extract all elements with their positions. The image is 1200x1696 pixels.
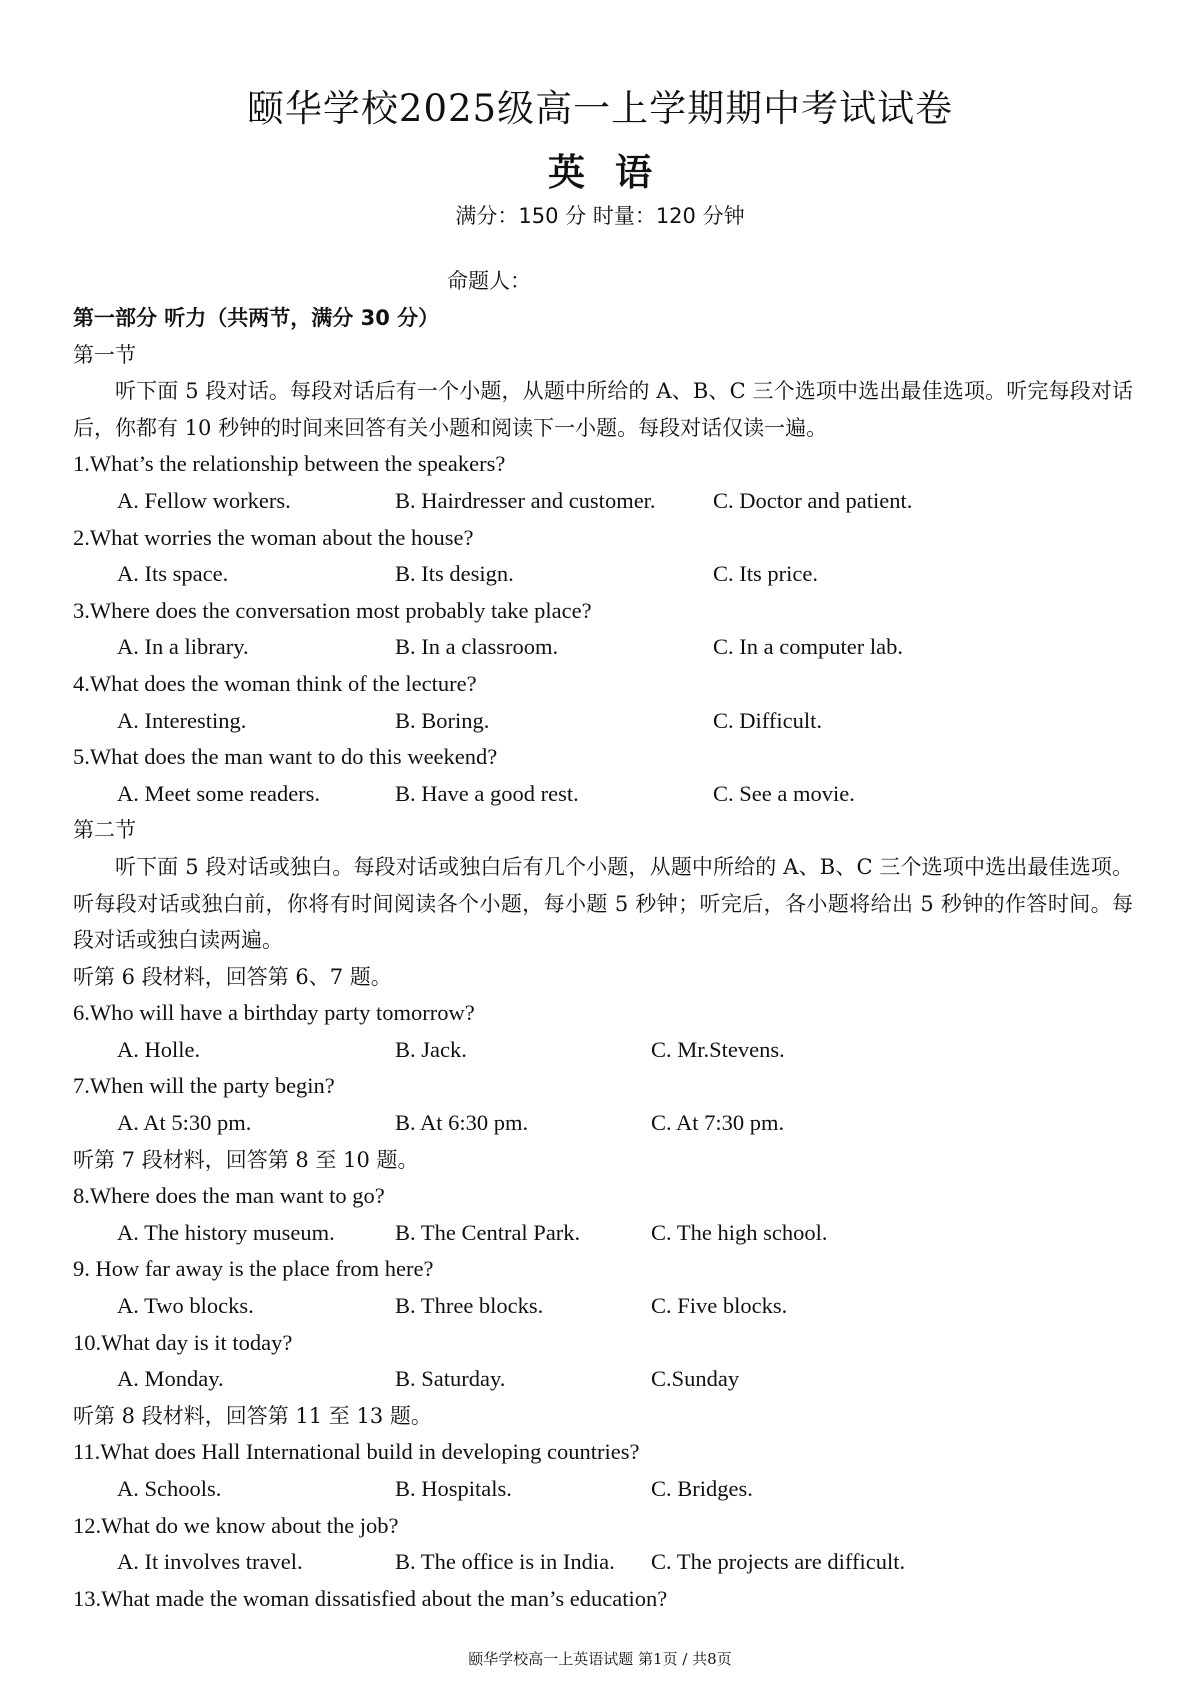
question-9: [73, 1251, 1133, 1324]
exam-title: 颐华学校2025级高一上学期期中考试试卷: [246, 87, 954, 130]
question-stem: 12.What do we know about the job?: [73, 1512, 399, 1538]
question-stem: 9. How far away is the place from here?: [73, 1256, 434, 1282]
option-a: A. At 5:30 pm.: [117, 1110, 252, 1136]
material-6-note: 听第 6 段材料，回答第 6、7 题。: [73, 964, 392, 989]
option-a: A. Two blocks.: [117, 1293, 254, 1319]
option-a: A. Interesting.: [117, 707, 247, 733]
section2-label: 第二节: [73, 818, 136, 843]
option-b: B. Its design.: [395, 561, 514, 587]
option-b: B. Three blocks.: [395, 1293, 544, 1319]
option-c: C.Sunday: [651, 1366, 740, 1392]
option-a: A. It involves travel.: [117, 1549, 303, 1575]
option-a: A. The history museum.: [117, 1219, 335, 1245]
question-8: [73, 1178, 1133, 1251]
question-options: [73, 703, 1133, 740]
section1-label: 第一节: [73, 342, 136, 367]
question-13: [73, 1581, 1133, 1618]
question-stem: 13.What made the woman dissatisfied about the man’s education?: [73, 1585, 668, 1611]
question-options: [73, 556, 1133, 593]
option-b: B. Hairdresser and customer.: [395, 487, 656, 513]
section2-instructions: 听下面 5 段对话或独白。每段对话或独白后有几个小题，从题中所给的 A、B、C 三个选项中选出最佳选项。听每段对话或独白前，你将有时间阅读各个小题，每小题 5 秒钟；听完后，各小题将给出 5 秒钟的作答时间。每段对话或独白读两遍。: [73, 854, 1133, 953]
option-c: C. Doctor and patient.: [713, 487, 913, 513]
question-12: [73, 1508, 1133, 1581]
question-2: [73, 520, 1133, 593]
score-time-info: 满分：150 分 时量：120 分钟: [455, 204, 745, 228]
option-c: C. See a movie.: [713, 780, 855, 806]
option-c: C. The high school.: [651, 1219, 828, 1245]
option-a: A. Holle.: [117, 1036, 201, 1062]
option-b: B. The Central Park.: [395, 1219, 581, 1245]
option-a: A. In a library.: [117, 634, 249, 660]
question-6: [73, 995, 1133, 1068]
subject-title: 英语: [548, 151, 682, 194]
question-options: [73, 1105, 1133, 1142]
question-options: [73, 483, 1133, 520]
question-stem: 11.What does Hall International build in developing countries?: [73, 1439, 640, 1465]
question-3: [73, 593, 1133, 666]
part1-heading: 第一部分 听力（共两节，满分 30 分）: [73, 306, 440, 330]
question-10: [73, 1325, 1133, 1398]
option-b: B. In a classroom.: [395, 634, 559, 660]
option-b: B. Hospitals.: [395, 1476, 512, 1501]
question-4: [73, 666, 1133, 739]
question-stem: 4.What does the woman think of the lecture?: [73, 670, 477, 696]
option-c: C. Mr.Stevens.: [651, 1036, 785, 1062]
question-options: [73, 629, 1133, 666]
option-a: A. Fellow workers.: [117, 487, 291, 513]
question-setter: 命题人：: [447, 269, 531, 293]
question-stem: 8.Where does the man want to go?: [73, 1183, 385, 1209]
option-c: C. Difficult.: [713, 707, 822, 733]
question-stem: 10.What day is it today?: [73, 1329, 293, 1355]
question-options: [73, 1471, 1133, 1508]
option-a: A. Meet some readers.: [117, 780, 321, 806]
option-c: C. The projects are difficult.: [651, 1549, 906, 1575]
page-footer: 颐华学校高一上英语试题 第1页 / 共8页: [468, 1650, 732, 1668]
question-stem: 2.What worries the woman about the house?: [73, 524, 474, 550]
option-b: B. At 6:30 pm.: [395, 1110, 529, 1136]
option-c: C. In a computer lab.: [713, 634, 903, 660]
option-b: B. Saturday.: [395, 1366, 506, 1392]
question-options: [73, 1215, 1133, 1252]
question-5: [73, 739, 1133, 812]
material-8-note: 听第 8 段材料，回答第 11 至 13 题。: [73, 1403, 432, 1428]
section1-instructions: 听下面 5 段对话。每段对话后有一个小题，从题中所给的 A、B、C 三个选项中选出最佳选项。听完每段对话后，你都有 10 秒钟的时间来回答有关小题和阅读下一小题。每段对话仅读一遍。: [73, 379, 1133, 440]
option-c: C. Bridges.: [651, 1476, 753, 1501]
question-options: [73, 1361, 1133, 1398]
option-a: A. Its space.: [117, 561, 229, 587]
question-stem: 7.When will the party begin?: [73, 1073, 335, 1099]
question-stem: 1.What’s the relationship between the speakers?: [73, 451, 506, 477]
question-options: [73, 776, 1133, 813]
option-c: C. Five blocks.: [651, 1293, 788, 1319]
option-a: A. Monday.: [117, 1366, 224, 1392]
option-b: B. Boring.: [395, 707, 490, 733]
option-c: C. At 7:30 pm.: [651, 1110, 785, 1136]
exam-content: [73, 300, 1133, 1617]
question-stem: 5.What does the man want to do this weekend?: [73, 744, 498, 770]
question-options: [73, 1288, 1133, 1325]
option-a: A. Schools.: [117, 1476, 222, 1501]
option-b: B. The office is in India.: [395, 1549, 615, 1575]
question-1: [73, 446, 1133, 519]
option-b: B. Jack.: [395, 1036, 467, 1062]
material-7-note: 听第 7 段材料，回答第 8 至 10 题。: [73, 1147, 419, 1172]
question-stem: 3.Where does the conversation most probably take place?: [73, 597, 592, 623]
question-options: [73, 1032, 1133, 1069]
option-b: B. Have a good rest.: [395, 780, 579, 806]
question-stem: 6.Who will have a birthday party tomorrow?: [73, 1000, 475, 1026]
question-options: [73, 1544, 1133, 1581]
option-c: C. Its price.: [713, 561, 818, 587]
question-11: [73, 1434, 1133, 1507]
question-7: [73, 1068, 1133, 1141]
